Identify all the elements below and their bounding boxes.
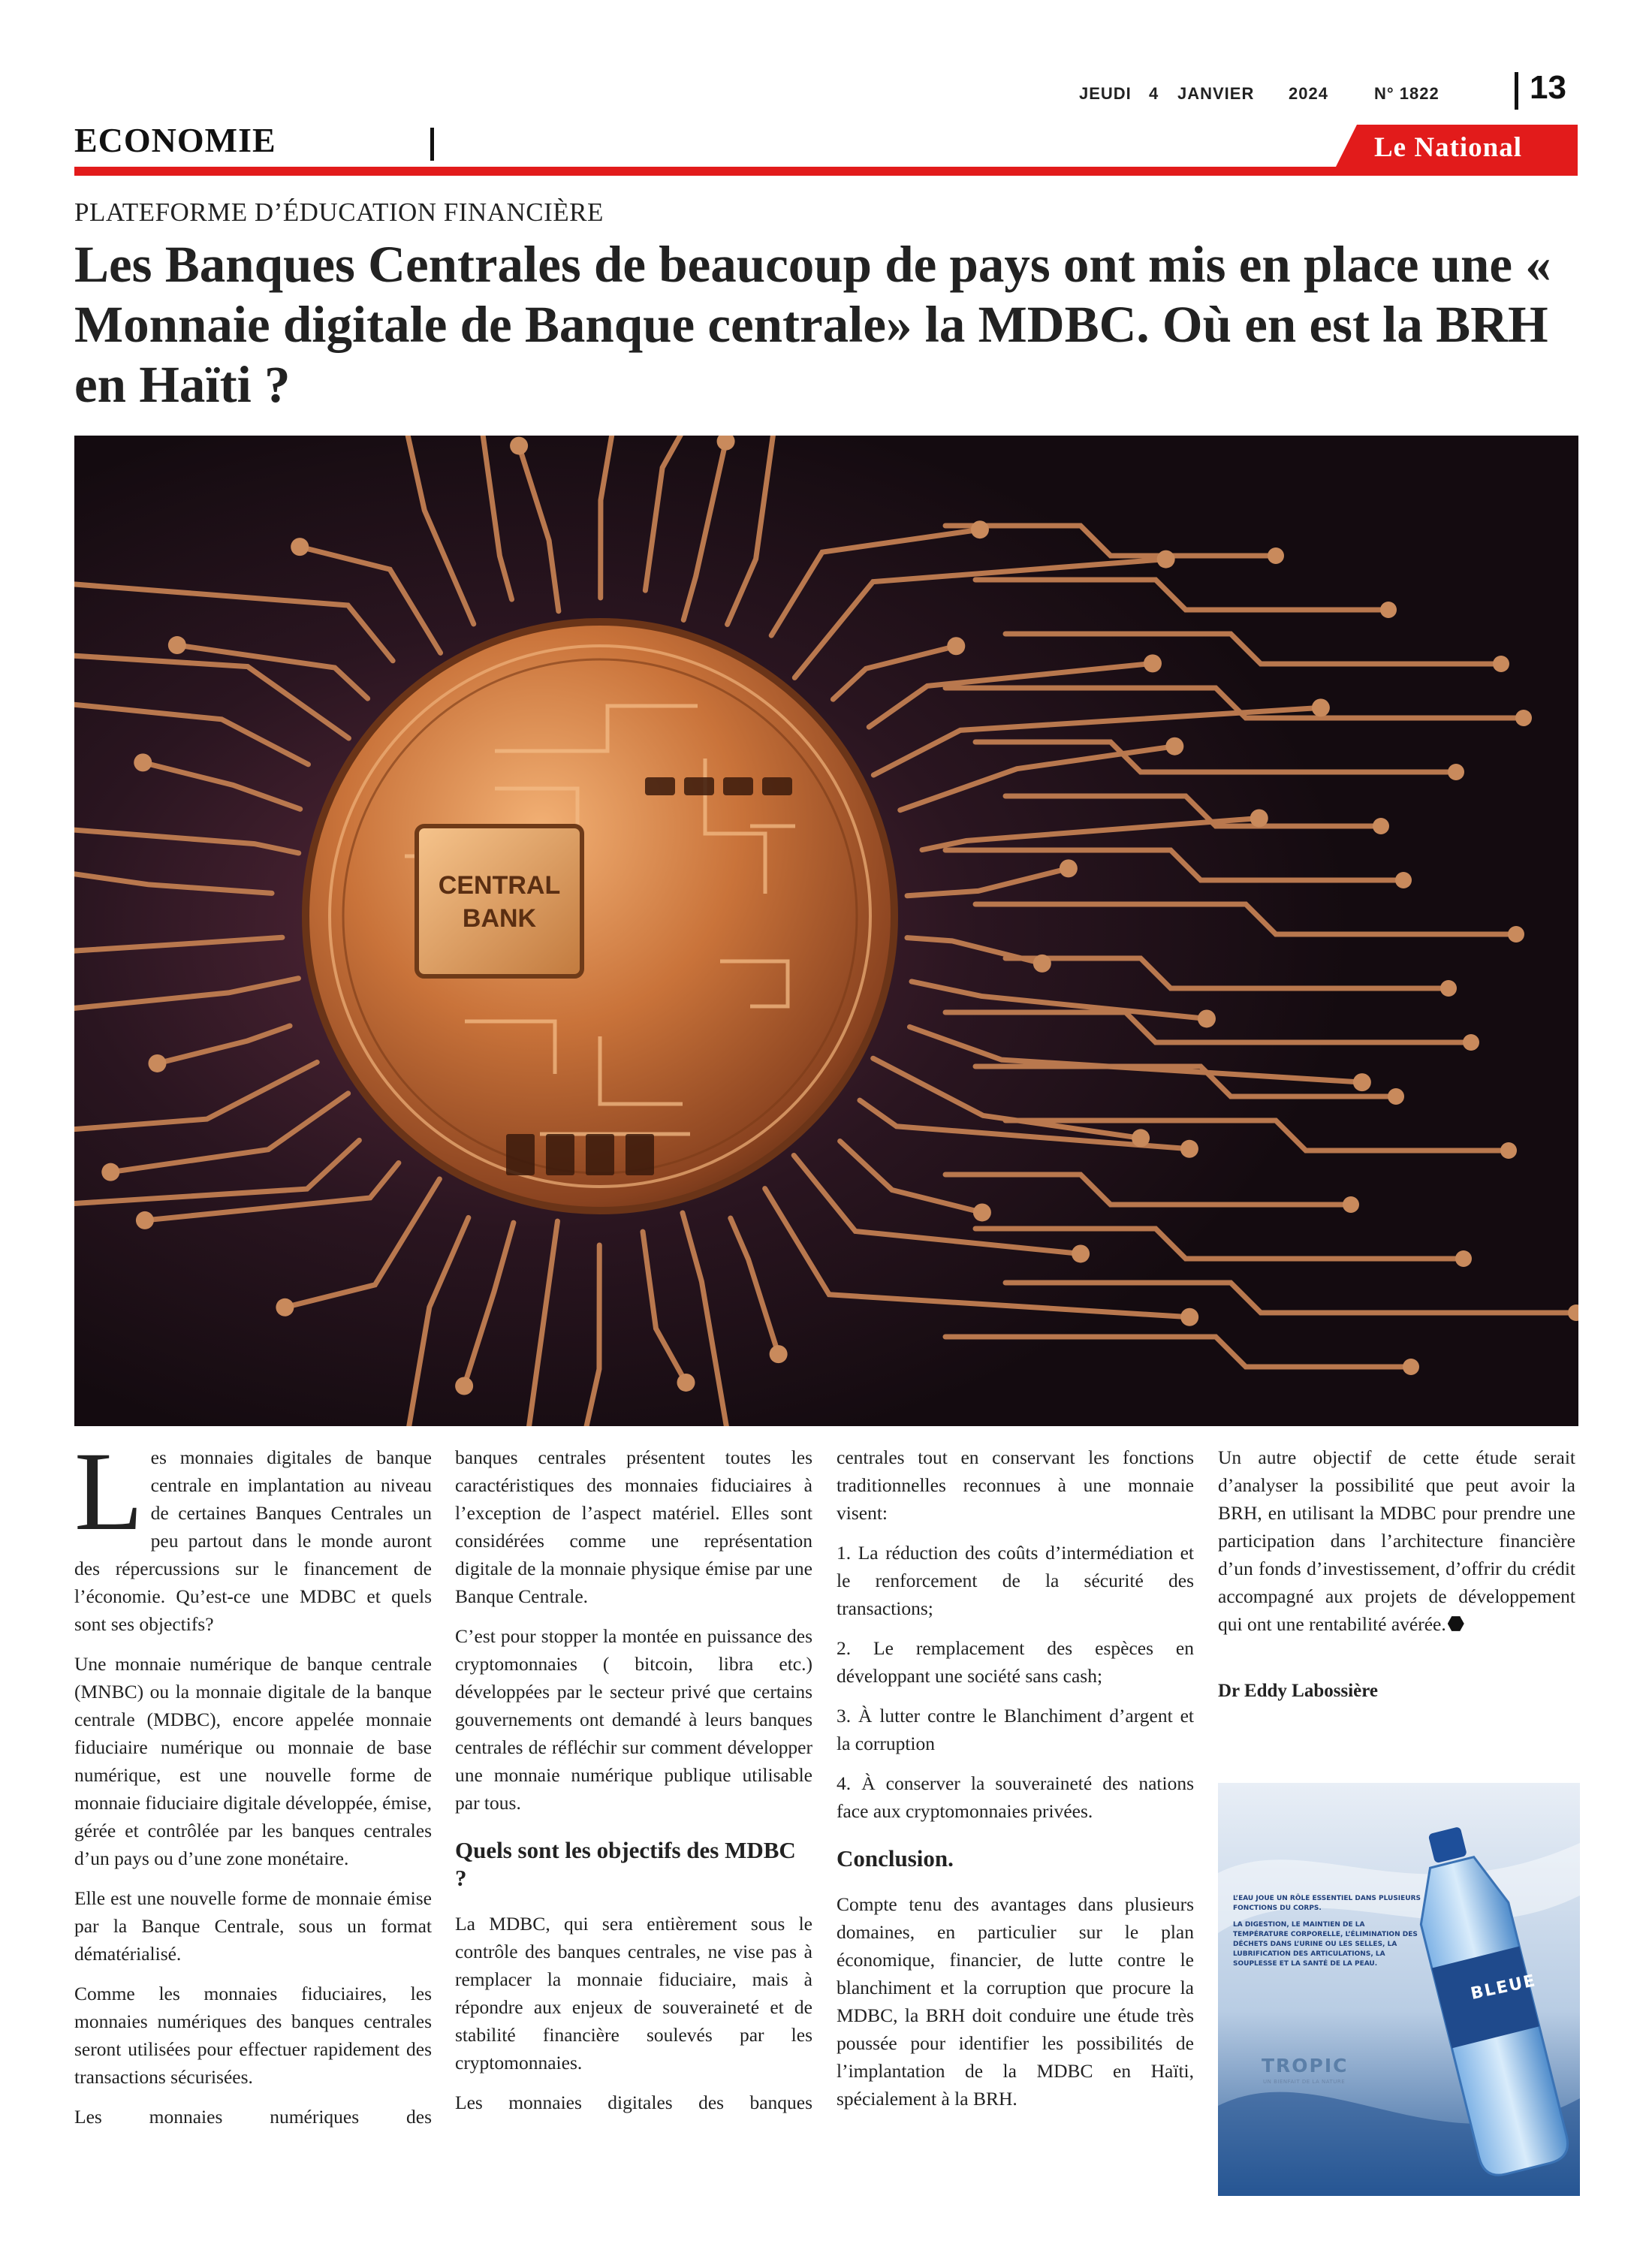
intro-paragraph bbox=[74, 1429, 432, 1638]
ad-brand-logo: TROPIC bbox=[1262, 2055, 1349, 2077]
date-weekday: JEUDI bbox=[1079, 84, 1132, 103]
circuit-pad bbox=[136, 1211, 154, 1229]
circuit-pad bbox=[677, 1374, 695, 1392]
article-headline: Les Banques Centrales de beaucoup de pays ont mis en place une « Monnaie digitale de Banque centrale» la MDBC. Où en est la BRH en Haïti ? bbox=[74, 236, 1551, 413]
column-2 bbox=[455, 1443, 812, 2128]
closing-text: Un autre objectif de cette étude serait d’analyser la possibilité que peut avoir la BRH, en utilisant la MDBC pour prendre une participation dans l’architecture financière d’un fonds d’investissement, d’offrir du crédit accompagné aux projets de développement qui ont une rentabilité avérée. bbox=[1218, 1446, 1575, 1635]
circuit-pad bbox=[101, 1163, 119, 1181]
article-photo bbox=[74, 436, 1578, 1426]
end-of-article-icon bbox=[1448, 1615, 1464, 1632]
paragraph: Les monnaies numériques des bbox=[74, 2106, 432, 2128]
subheading-objectives: Quels sont les objectifs des MDBC ? bbox=[455, 1837, 796, 1891]
list-item: 1. La réduction des coûts d’intermédiation et le renforcement de la sécurité des transactions; bbox=[837, 1542, 1194, 1619]
circuit-pad bbox=[1448, 764, 1464, 780]
circuit-pad bbox=[971, 520, 989, 538]
paragraph: La MDBC, qui sera entièrement sous le contrôle des banques centrales, ne vise pas à remplacer la monnaie fiduciaire, mais à répondre aux enjeux de souveraineté et de stabilité financière soulevés par les cryptomonnaies. bbox=[455, 1913, 812, 2074]
list-item: 4. À conserver la souveraineté des nations face aux cryptomonnaies privées. bbox=[837, 1772, 1194, 1822]
list-item: 3. À lutter contre le Blanchiment d’argent et la corruption bbox=[837, 1705, 1194, 1754]
advertisement[interactable] bbox=[1218, 1783, 1580, 2196]
paragraph: Elle est une nouvelle forme de monnaie émise par la Banque Centrale, sous un format dématérialisé. bbox=[74, 1887, 432, 1965]
circuit-pad bbox=[1373, 818, 1389, 834]
chip bbox=[417, 826, 582, 976]
circuit-pad bbox=[1250, 810, 1268, 828]
circuit-pad bbox=[1165, 737, 1183, 756]
circuit-pad bbox=[1440, 980, 1457, 997]
circuit-pad bbox=[1312, 698, 1330, 716]
circuit-pad bbox=[1180, 1140, 1198, 1158]
circuit-pad bbox=[1463, 1034, 1479, 1051]
list-item: 2. Le remplacement des espèces en développant une société sans cash; bbox=[837, 1637, 1194, 1687]
circuit-pad bbox=[148, 1054, 166, 1072]
circuit-pad bbox=[1353, 1073, 1371, 1091]
paragraph: Une monnaie numérique de banque centrale (MNBC) ou la monnaie digitale de la banque centrale (MDBC), encore appelée monnaie fiduciaire numérique ou monnaie de base numérique, est une nouvelle forme de monnaie fiduciaire digitale développée, émise, gérée et contrôlée par les banques centrales d’un pays ou d’une zone monétaire. bbox=[74, 1653, 432, 1869]
section-title: ECONOMIE bbox=[74, 121, 276, 159]
circuit-pad bbox=[1403, 1359, 1419, 1375]
coin-label-bank: BANK bbox=[462, 904, 537, 933]
circuit-pad bbox=[1500, 1142, 1517, 1159]
ad-line: L’EAU JOUE UN RÔLE ESSENTIEL DANS PLUSIEURS FONCTIONS DU CORPS. bbox=[1233, 1895, 1421, 1912]
paragraph: Comme les monnaies fiduciaires, les monnaies numériques des banques centrales seront utilisées pour effectuer rapidement des transactions sécurisées. bbox=[74, 1983, 432, 2088]
issue-number: N° 1822 bbox=[1374, 84, 1439, 103]
author-byline: Dr Eddy Labossière bbox=[1218, 1681, 1379, 1701]
intro-text: es monnaies digitales de banque centrale en implantation au niveau de certaines Banques Centrales un peu partout dans le monde auront des répercussions sur le financement de l’économie. Qu’est-ce une MDBC et quels sont ses objectifs? bbox=[74, 1446, 432, 1635]
circuit-pad bbox=[168, 636, 186, 654]
circuit-pad bbox=[1033, 955, 1051, 973]
circuit-pad bbox=[1157, 550, 1175, 569]
coin bbox=[306, 622, 894, 1211]
circuit-pad bbox=[770, 1345, 788, 1363]
column-1 bbox=[74, 1429, 432, 2143]
page-divider bbox=[1515, 72, 1518, 110]
ad-line: LA DIGESTION, LE MAINTIEN DE LA TEMPÉRATURE CORPORELLE, L’ÉLIMINATION DES DÉCHETS DANS L’URINE OU LES SELLES, LA LUBRIFICATION DES ARTICULATIONS, LA SOUPLESSE ET LA SANTÉ DE LA PEAU. bbox=[1233, 1921, 1418, 1968]
ad-tagline: UN BIENFAIT DE LA NATURE bbox=[1263, 2079, 1346, 2085]
coin-label-central: CENTRAL bbox=[438, 871, 561, 900]
paragraph: Compte tenu des avantages dans plusieurs domaines, en particulier sur le plan économique, financier, de lutte contre le blanchiment et la corruption que procure la MDBC, la BRH doit conduire une étude très poussée pour identifier les possibilités de l’implantation de la MDBC en Haïti, spécialement à la BRH. bbox=[837, 1893, 1194, 2110]
article-kicker: PLATEFORME D’ÉDUCATION FINANCIÈRE bbox=[74, 198, 604, 227]
circuit-pad bbox=[1493, 656, 1509, 672]
circuit-pad bbox=[1380, 602, 1397, 618]
section-divider bbox=[430, 128, 434, 161]
circuit-pad bbox=[455, 1377, 473, 1395]
circuit-pad bbox=[1455, 1250, 1472, 1267]
circuit-pad bbox=[973, 1203, 991, 1221]
circuit-pad bbox=[291, 538, 309, 556]
circuit-pad bbox=[1508, 926, 1524, 943]
circuit-pad bbox=[134, 753, 152, 771]
column-3 bbox=[837, 1443, 1194, 2125]
brand-name: Le National bbox=[1374, 132, 1523, 163]
circuit-pad bbox=[947, 637, 965, 655]
circuit-pad bbox=[1515, 710, 1532, 726]
circuit-pad bbox=[1388, 1088, 1404, 1105]
circuit-pad bbox=[1268, 547, 1284, 564]
bottle-label: BLEUE bbox=[1469, 1971, 1539, 2004]
circuit-pad bbox=[1072, 1244, 1090, 1262]
subheading-conclusion: Conclusion. bbox=[837, 1845, 954, 1871]
ad-copy bbox=[1233, 1894, 1421, 1976]
drop-cap: L bbox=[74, 1429, 143, 1554]
circuit-pad bbox=[510, 437, 528, 455]
paragraph: C’est pour stopper la montée en puissance des cryptomonnaies ( bitcoin, libra etc.) développées par le secteur privé que certains gouvernements ont demandé à leurs banques centrales de réfléchir sur comment développer une monnaie numérique publique utilisable par tous. bbox=[455, 1625, 812, 1814]
circuit-pad bbox=[1395, 872, 1412, 888]
date-month: JANVIER bbox=[1177, 84, 1255, 103]
date-day: 4 bbox=[1149, 84, 1159, 103]
paragraph: Les monnaies digitales des banques bbox=[455, 2092, 812, 2113]
column-4 bbox=[1218, 1443, 1575, 1705]
circuit-pad bbox=[1132, 1129, 1150, 1147]
circuit-pad bbox=[276, 1298, 294, 1317]
paragraph bbox=[1218, 1443, 1575, 1638]
circuit-pad bbox=[1198, 1009, 1216, 1027]
date-year: 2024 bbox=[1289, 84, 1328, 103]
circuit-pad bbox=[1343, 1196, 1359, 1213]
page-number: 13 bbox=[1530, 69, 1566, 106]
circuit-pad bbox=[1144, 654, 1162, 672]
paragraph: banques centrales présentent toutes les caractéristiques des monnaies fiduciaires à l’exception de l’aspect matériel. Elles sont considérées comme une représentation digitale de la monnaie physique émise par une Banque Centrale. bbox=[455, 1446, 812, 1607]
circuit-pad bbox=[1180, 1308, 1198, 1326]
circuit-pad bbox=[1060, 859, 1078, 877]
paragraph: centrales tout en conservant les fonctions traditionnelles reconnues à une monnaie visent: bbox=[837, 1446, 1194, 1524]
